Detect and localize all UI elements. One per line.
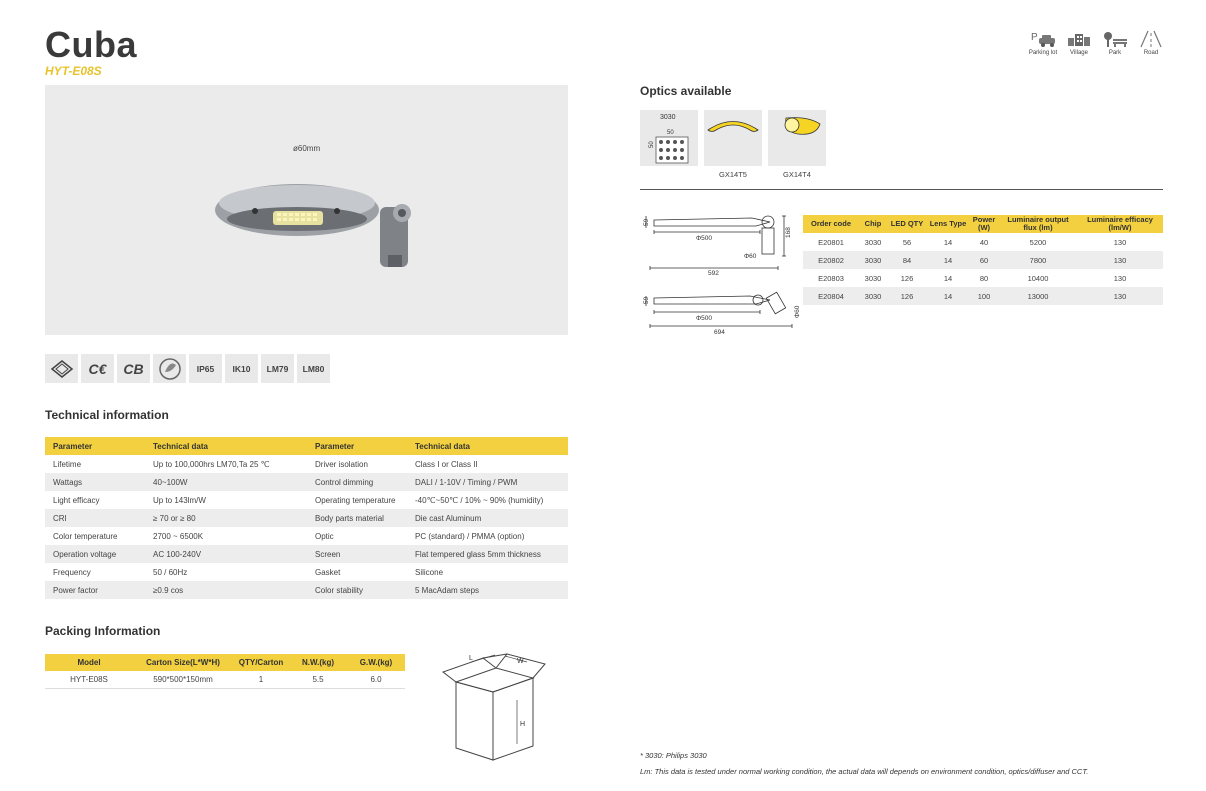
table-cell: 7800: [999, 251, 1077, 269]
bottom-total-label: 694: [714, 329, 725, 336]
table-cell: Power factor: [45, 581, 145, 599]
cert-ce-badge: C€: [81, 354, 114, 383]
table-cell: 130: [1077, 251, 1163, 269]
table-cell: 40: [979, 237, 989, 247]
table-cell: 100: [969, 287, 999, 305]
box-length-label: L: [469, 655, 473, 662]
optic-caption: GX14T5: [719, 170, 747, 179]
cert-badge: LM80: [297, 354, 330, 383]
column-header: Order code: [803, 215, 859, 233]
ccc-logo-icon: [48, 359, 76, 379]
bottom-height-label: 59: [643, 296, 650, 304]
table-cell: 130: [1113, 237, 1127, 247]
table-cell: Frequency: [53, 567, 91, 577]
table-cell: 126: [900, 273, 914, 283]
certification-badges: [45, 354, 330, 383]
table-cell: 60: [969, 251, 999, 269]
product-title: Cuba: [45, 24, 137, 65]
table-cell: 84: [887, 251, 927, 269]
table-cell: 10400: [1027, 273, 1049, 283]
table-cell: Die cast Aluminum: [407, 509, 568, 527]
box-width-label: W: [517, 658, 524, 665]
column-header: Luminaire output flux (lm): [999, 215, 1077, 233]
technical-info-table: [45, 437, 568, 599]
table-cell: Wattags: [45, 473, 145, 491]
column-header: Technical data: [145, 437, 307, 455]
table-cell: 5 MacAdam steps: [407, 581, 568, 599]
application-label: Park: [1108, 50, 1122, 56]
table-cell: Lifetime: [53, 459, 82, 469]
optic-item-gx14t5: [704, 110, 762, 179]
table-cell: 14: [927, 251, 969, 269]
packing-table: [45, 654, 405, 689]
application-label: Parking lot: [1028, 50, 1058, 56]
table-cell: 1: [233, 671, 289, 688]
product-model: HYT-E08S: [45, 64, 102, 78]
table-cell: Screen: [307, 545, 407, 563]
column-header: Technical data: [407, 437, 568, 455]
table-cell: 3030: [864, 273, 882, 283]
table-cell: CRI: [45, 509, 145, 527]
top-side-label: 168: [785, 227, 792, 238]
optics-heading: Optics available: [640, 84, 732, 98]
svg-text:P: P: [1031, 32, 1038, 43]
box-height-label: H: [520, 721, 526, 728]
table-cell: 13000: [999, 287, 1077, 305]
table-cell: 2700 ~ 6500K: [153, 531, 204, 541]
village-icon: [1065, 30, 1093, 48]
table-cell: Class I or Class II: [415, 459, 478, 469]
gx14t5-beam-icon: [704, 110, 762, 166]
application-road: [1136, 30, 1166, 56]
column-header: QTY/Carton: [233, 654, 289, 671]
application-label: Road: [1143, 50, 1159, 56]
application-label: Village: [1070, 50, 1088, 56]
table-cell: Driver isolation: [315, 459, 368, 469]
table-row: [45, 671, 405, 688]
column-header: Carton Size(L*W*H): [133, 654, 233, 671]
cert-cb-badge: CB: [117, 354, 150, 383]
footnote-chip: * 3030: Philips 3030: [640, 751, 707, 760]
bottom-length-label: Φ500: [696, 315, 713, 322]
table-row: [45, 527, 568, 545]
table-cell: Optic: [315, 531, 334, 541]
table-row: [803, 269, 1163, 287]
table-cell: 50 / 60Hz: [153, 567, 188, 577]
table-cell: Control dimming: [307, 473, 407, 491]
table-cell: 80: [979, 273, 989, 283]
packing-info-heading: Packing Information: [45, 624, 161, 638]
table-cell: 14: [927, 287, 969, 305]
table-cell: 56: [902, 237, 912, 247]
cert-badge: IP65: [189, 354, 222, 383]
column-header: Model: [45, 654, 133, 671]
column-header: Luminaire efficacy (lm/W): [1077, 215, 1163, 233]
cert-badge: IK10: [225, 354, 258, 383]
table-row: [803, 287, 1163, 305]
cert-badge: LM79: [261, 354, 294, 383]
table-cell: Light efficacy: [53, 495, 100, 505]
bottom-pole-label: Φ60: [794, 305, 801, 318]
column-header: Lens Type: [927, 215, 969, 233]
column-header: G.W.(kg): [347, 654, 405, 671]
optic-item-3030: [640, 110, 698, 179]
table-cell: Operating temperature: [315, 495, 396, 505]
top-height-label: 59: [643, 218, 650, 226]
table-row: [45, 545, 568, 563]
table-cell: Color stability: [307, 581, 407, 599]
cert-ccc-badge: [45, 354, 78, 383]
table-row: [45, 455, 568, 473]
section-divider: [640, 189, 1163, 190]
table-cell: 6.0: [347, 671, 405, 688]
table-cell: 14: [943, 237, 953, 247]
chip-label: 3030: [660, 114, 676, 121]
column-header: Chip: [859, 215, 887, 233]
table-cell: 40~100W: [145, 473, 307, 491]
top-length-label: Φ500: [696, 235, 713, 242]
rohs-logo-icon: [157, 356, 183, 382]
table-cell: E20802: [803, 251, 859, 269]
table-cell: Operation voltage: [45, 545, 145, 563]
table-cell: E20804: [803, 287, 859, 305]
table-row: [803, 251, 1163, 269]
optic-caption: GX14T4: [783, 170, 811, 179]
luminaire-image: [45, 85, 568, 335]
table-row: [45, 473, 568, 491]
application-park: [1100, 30, 1130, 56]
table-cell: 5.5: [289, 671, 347, 688]
pole-diameter-label: ø60mm: [293, 144, 321, 153]
table-row: [45, 581, 568, 599]
table-cell: -40℃~50℃ / 10% ~ 90% (humidity): [415, 495, 544, 505]
chip-height-label: 50: [649, 141, 655, 148]
table-cell: ≥ 70 or ≥ 80: [145, 509, 307, 527]
table-row: [45, 509, 568, 527]
column-header: LED QTY: [887, 215, 927, 233]
product-photo: [45, 85, 568, 335]
table-cell: 5200: [1029, 237, 1047, 247]
gx14t4-beam-icon: [768, 110, 826, 166]
table-row: [803, 233, 1163, 251]
table-cell: AC 100-240V: [145, 545, 307, 563]
table-cell: Color temperature: [53, 531, 118, 541]
cert-rohs-badge: [153, 354, 186, 383]
table-cell: Gasket: [315, 567, 341, 577]
chip-width-label: 50: [667, 130, 674, 136]
parking-lot-icon: [1029, 30, 1057, 48]
table-cell: 3030: [859, 287, 887, 305]
table-header-row: [45, 437, 568, 455]
dimension-drawing: [640, 212, 800, 342]
order-code-table: [803, 215, 1163, 305]
table-cell: E20803: [818, 273, 844, 283]
table-cell: HYT-E08S: [45, 671, 133, 688]
carton-box-diagram: [441, 650, 551, 762]
table-cell: 590*500*150mm: [133, 671, 233, 688]
table-cell: Up to 143lm/W: [153, 495, 206, 505]
table-cell: E20801: [818, 237, 844, 247]
table-cell: PC (standard) / PMMA (option): [415, 531, 525, 541]
column-header: Power (W): [969, 215, 999, 233]
chip-array-icon: [656, 137, 688, 163]
road-icon: [1137, 30, 1165, 48]
table-cell: 3030: [859, 251, 887, 269]
optic-item-gx14t4: [768, 110, 826, 179]
footnote-lumen: Lm: This data is tested under normal working condition, the actual data will depends on environment condition, optics/diffuser and CCT.: [640, 767, 1089, 776]
table-row: [45, 563, 568, 581]
footnotes: [640, 748, 1088, 780]
table-cell: ≥0.9 cos: [145, 581, 307, 599]
technical-info-heading: Technical information: [45, 408, 169, 422]
table-cell: Body parts material: [307, 509, 407, 527]
table-cell: Flat tempered glass 5mm thickness: [407, 545, 568, 563]
top-pole-label: Φ60: [744, 253, 757, 260]
column-header: Parameter: [45, 437, 145, 455]
application-icons: [1028, 30, 1166, 56]
park-icon: [1101, 30, 1129, 48]
column-header: Parameter: [307, 437, 407, 455]
table-cell: 3030: [864, 237, 882, 247]
table-cell: 126: [887, 287, 927, 305]
table-cell: 130: [1113, 273, 1127, 283]
table-header-row: [803, 215, 1163, 233]
application-village: [1064, 30, 1094, 56]
application-parking-lot: [1028, 30, 1058, 56]
table-header-row: [45, 654, 405, 671]
table-cell: Up to 100,000hrs LM70,Ta 25 ℃: [153, 459, 270, 469]
optics-list: [640, 110, 826, 179]
table-cell: 14: [943, 273, 953, 283]
column-header: N.W.(kg): [289, 654, 347, 671]
table-cell: 130: [1077, 287, 1163, 305]
table-cell: DALI / 1-10V / Timing / PWM: [407, 473, 568, 491]
table-row: [45, 491, 568, 509]
top-total-label: 592: [708, 270, 719, 277]
table-cell: Silicone: [415, 567, 444, 577]
